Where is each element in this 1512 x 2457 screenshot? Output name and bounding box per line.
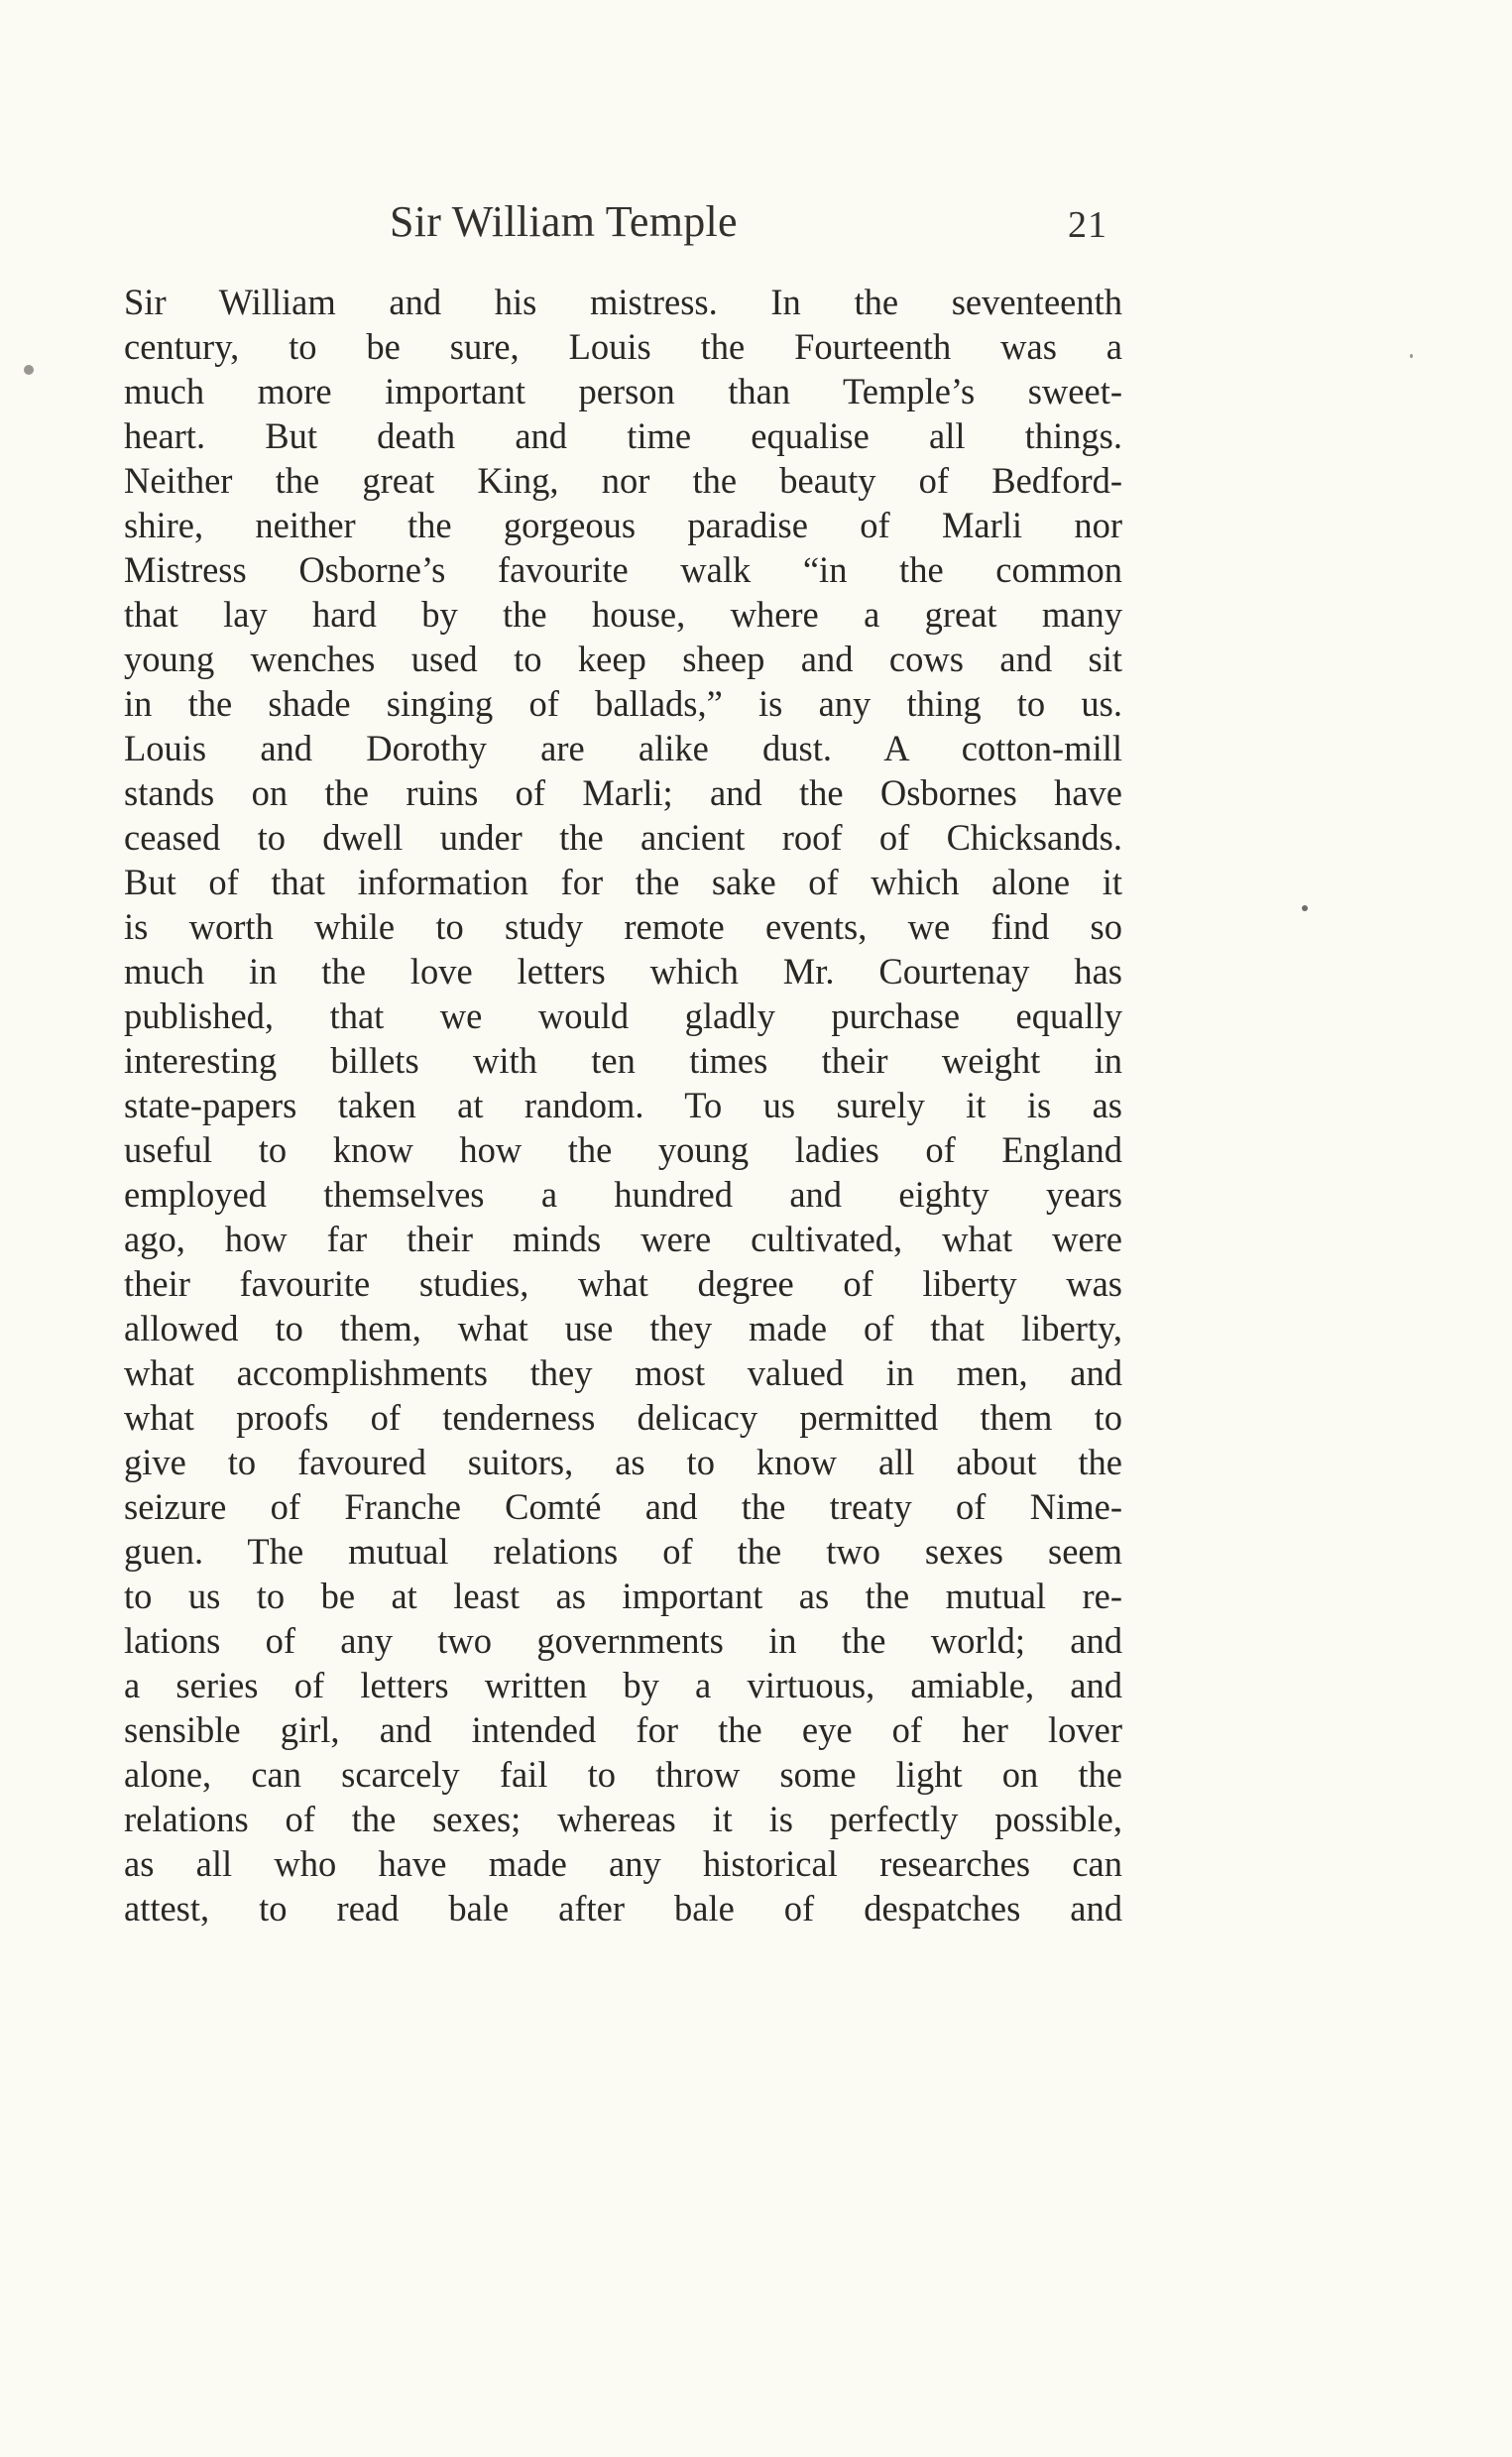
text-line: their favourite studies, what degree of liberty was	[124, 1263, 1122, 1304]
text-line: interesting billets with ten times their weight in	[124, 1040, 1122, 1081]
text-line: stands on the ruins of Marli; and the Osbornes have	[124, 772, 1122, 813]
text-line: much more important person than Temple’s sweet-	[124, 371, 1122, 411]
text-line: young wenches used to keep sheep and cows and sit	[124, 639, 1122, 679]
text-line: But of that information for the sake of which alone it	[124, 862, 1122, 902]
text-line: much in the love letters which Mr. Courtenay has	[124, 951, 1122, 992]
text-line: attest, to read bale after bale of despatches and	[124, 1888, 1122, 1929]
text-line: seizure of Franche Comté and the treaty of Nime-	[124, 1486, 1122, 1527]
text-line: ago, how far their minds were cultivated, what were	[124, 1219, 1122, 1259]
text-line: published, that we would gladly purchase equally	[124, 995, 1122, 1036]
text-line: allowed to them, what use they made of that liberty,	[124, 1308, 1122, 1348]
text-line: shire, neither the gorgeous paradise of Marli nor	[124, 505, 1122, 545]
text-line: heart. But death and time equalise all things.	[124, 415, 1122, 456]
running-head	[0, 190, 1512, 260]
paper-speck	[24, 365, 34, 375]
text-line: employed themselves a hundred and eighty years	[124, 1174, 1122, 1215]
text-line: lations of any two governments in the world; and	[124, 1620, 1122, 1661]
text-line: sensible girl, and intended for the eye of her lover	[124, 1709, 1122, 1750]
paper-speck	[1410, 354, 1413, 358]
text-line: Louis and Dorothy are alike dust. A cotton-mill	[124, 728, 1122, 768]
text-line: a series of letters written by a virtuous, amiable, and	[124, 1665, 1122, 1705]
page-number: 21	[1068, 204, 1107, 246]
text-line: what accomplishments they most valued in men, and	[124, 1352, 1122, 1393]
text-line: Mistress Osborne’s favourite walk “in the common	[124, 549, 1122, 590]
text-line: guen. The mutual relations of the two sexes seem	[124, 1531, 1122, 1572]
text-line: give to favoured suitors, as to know all about the	[124, 1442, 1122, 1482]
body-text	[124, 280, 1122, 1930]
running-title: Sir William Temple	[390, 197, 738, 246]
text-line: ceased to dwell under the ancient roof of Chicksands.	[124, 817, 1122, 858]
text-line: alone, can scarcely fail to throw some light on the	[124, 1754, 1122, 1795]
text-line: that lay hard by the house, where a great many	[124, 594, 1122, 635]
text-line: century, to be sure, Louis the Fourteenth was a	[124, 326, 1122, 367]
paper-speck	[1302, 905, 1308, 911]
text-line: to us to be at least as important as the mutual re-	[124, 1576, 1122, 1616]
text-line: in the shade singing of ballads,” is any thing to us.	[124, 683, 1122, 724]
text-line: is worth while to study remote events, we find so	[124, 906, 1122, 947]
text-line: Neither the great King, nor the beauty of Bedford-	[124, 460, 1122, 501]
text-line: useful to know how the young ladies of England	[124, 1129, 1122, 1170]
text-line: as all who have made any historical researches can	[124, 1843, 1122, 1884]
text-line: Sir William and his mistress. In the seventeenth	[124, 282, 1122, 322]
text-line: relations of the sexes; whereas it is perfectly possible,	[124, 1799, 1122, 1839]
text-line: what proofs of tenderness delicacy permitted them to	[124, 1397, 1122, 1438]
text-line: state-papers taken at random. To us surely it is as	[124, 1085, 1122, 1125]
